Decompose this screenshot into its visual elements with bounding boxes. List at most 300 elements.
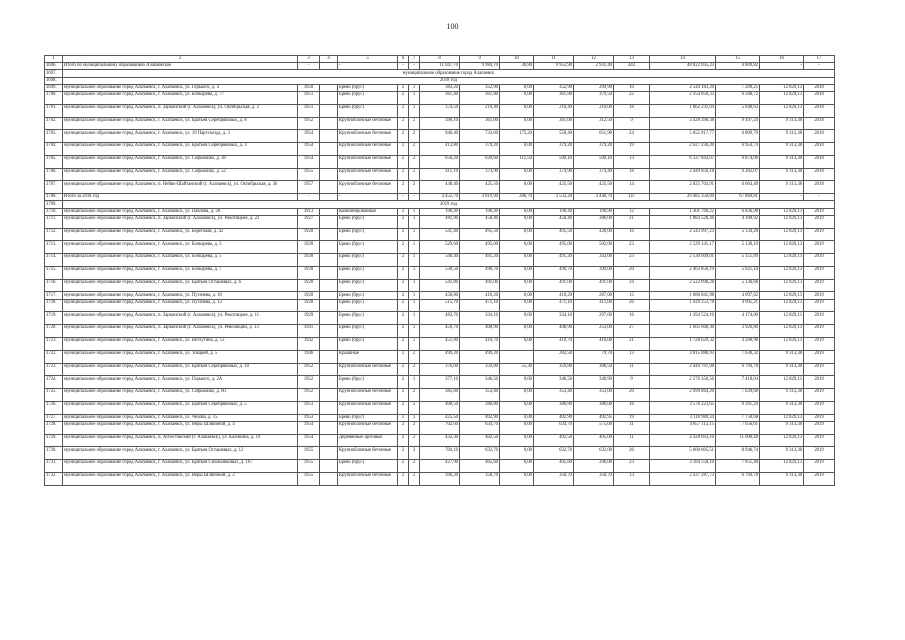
- premises-area: 9 984,70: [460, 63, 500, 70]
- total-area: 383,20: [420, 84, 460, 91]
- cost-per-sqm: 67 869,81: [716, 194, 760, 201]
- cost-per-sqm: 7 638,32: [716, 350, 760, 363]
- year-reconstructed: [320, 208, 338, 215]
- total-area: 540,40: [420, 254, 460, 267]
- entrances: 2: [409, 389, 420, 402]
- floors: 2: [398, 266, 409, 279]
- plan-year: 2019: [804, 299, 835, 312]
- year-built: 1951: [298, 104, 320, 117]
- wall-material: Брево (брус): [338, 215, 398, 228]
- residents-area: 353,00: [574, 389, 614, 402]
- entrances: 1: [409, 266, 420, 279]
- municipal-area: 0,00: [500, 143, 534, 156]
- plan-year: 2019: [804, 266, 835, 279]
- column-number: 9: [460, 56, 500, 63]
- row-number: 3728.: [45, 421, 63, 434]
- residents-count: 443: [614, 63, 650, 70]
- row-number: 3720.: [45, 325, 63, 338]
- plan-year: 2019: [804, 389, 835, 402]
- year-built: 1928: [298, 279, 320, 292]
- year-reconstructed: [320, 215, 338, 228]
- plan-year: 2019: [804, 215, 835, 228]
- residents-area: 405,00: [574, 434, 614, 447]
- column-number: 17: [804, 56, 835, 63]
- year-reconstructed: [320, 401, 338, 414]
- municipal-area: 0,00: [500, 312, 534, 325]
- entrances: -: [409, 63, 420, 70]
- year-built: 1928: [298, 228, 320, 241]
- repair-cost: 3 428 390,38: [650, 117, 716, 130]
- municipal-area: 0,00: [500, 460, 534, 473]
- table-row: [45, 70, 835, 77]
- residents-area: 2 931,40: [574, 63, 614, 70]
- year-reconstructed: [320, 312, 338, 325]
- year-built: -: [298, 63, 320, 70]
- address: муниципальное образование город Алапаевск, г. Алапаевск, ул. Бочкарева, д. 77: [63, 91, 298, 104]
- plan-year: 2019: [804, 292, 835, 299]
- table-row: [45, 104, 835, 117]
- repair-cost: 2 522 098,28: [650, 279, 716, 292]
- plan-year: 2018: [804, 181, 835, 194]
- plan-year: 2019: [804, 460, 835, 473]
- other-area: 361,00: [534, 117, 574, 130]
- entrances: 1: [409, 337, 420, 350]
- other-area: 374,90: [534, 168, 574, 181]
- year-reconstructed: [320, 254, 338, 267]
- year-reconstructed: [320, 421, 338, 434]
- residents-count: 24: [614, 279, 650, 292]
- cost-per-sqm: 6 794,78: [716, 363, 760, 376]
- floors: 2: [398, 325, 409, 338]
- plan-year: -: [804, 63, 835, 70]
- total-area: 940,40: [420, 130, 460, 143]
- entrances: 1: [409, 91, 420, 104]
- floors: 2: [398, 155, 409, 168]
- cost-per-sqm: 9 874,06: [716, 155, 760, 168]
- floors: 2: [398, 414, 409, 421]
- residents-count: 13: [614, 472, 650, 485]
- address: муниципальное образование город Алапаевск, г. Алапаевск, ул. Братьев Серебряковых, д. 10: [63, 363, 298, 376]
- table-row: [45, 292, 835, 299]
- floors: 2: [398, 241, 409, 254]
- row-number: 3713.: [45, 241, 63, 254]
- residents-count: 16: [614, 228, 650, 241]
- total-area: 413,80: [420, 143, 460, 156]
- municipal-area: 0,00: [500, 292, 534, 299]
- row-number: 3725.: [45, 389, 63, 402]
- table-row: [45, 434, 835, 447]
- table-row: [45, 266, 835, 279]
- premises-area: 361,80: [460, 91, 500, 104]
- residents-area: 491,00: [574, 279, 614, 292]
- plan-year: 2019: [804, 279, 835, 292]
- residents-area: 297,00: [574, 312, 614, 325]
- cost-per-sqm: 4 809,82: [716, 63, 760, 70]
- row-number: 3722.: [45, 350, 63, 363]
- year-built: 1928: [298, 292, 320, 299]
- residents-count: 20: [614, 389, 650, 402]
- max-cost-per-sqm: 12 829,13: [760, 208, 804, 215]
- total-area: 483,70: [420, 312, 460, 325]
- max-cost-per-sqm: 9 313,38: [760, 389, 804, 402]
- cost-per-sqm: 8 946,74: [716, 447, 760, 460]
- row-number: 3702.: [45, 117, 63, 130]
- plan-year: 2019: [804, 414, 835, 421]
- entrances: 2: [409, 472, 420, 485]
- wall-material: Крышные: [338, 350, 398, 363]
- premises-area: 410,70: [460, 337, 500, 350]
- municipal-area: 0,00: [500, 325, 534, 338]
- row-number: 3716.: [45, 279, 63, 292]
- other-area: 334,10: [534, 312, 574, 325]
- cost-per-sqm: 6 794,78: [716, 472, 760, 485]
- repair-cost: 1 728 629,32: [650, 337, 716, 350]
- year-reconstructed: [320, 91, 338, 104]
- year-reconstructed: [320, 168, 338, 181]
- table-row: [45, 194, 835, 201]
- other-area: 634,70: [534, 421, 574, 434]
- floors: 2: [398, 434, 409, 447]
- table-row: [45, 312, 835, 325]
- address: муниципальное образование город Алапаевск, г. Алапаевск, ул. Братьев Серебряковых, д. 5: [63, 401, 298, 414]
- other-area: 402,50: [534, 434, 574, 447]
- total-area: 377,10: [420, 376, 460, 389]
- table-row: [45, 460, 835, 473]
- max-cost-per-sqm: 12 829,13: [760, 279, 804, 292]
- address: муниципальное образование город Алапаевск, г. Алапаевск, ул. Братьев Осташевых, д. 6: [63, 279, 298, 292]
- repair-cost: 1 394 524,10: [650, 312, 716, 325]
- cost-per-sqm: 4 097,62: [716, 292, 760, 299]
- row-number: 3717.: [45, 292, 63, 299]
- cost-per-sqm: 6 954,74: [716, 143, 760, 156]
- table-row: [45, 401, 835, 414]
- max-cost-per-sqm: 9 313,38: [760, 401, 804, 414]
- floors: 2: [398, 447, 409, 460]
- year-built: 1941: [298, 325, 320, 338]
- column-number: 3: [298, 56, 320, 63]
- year-built: 1953: [298, 414, 320, 421]
- year-built: 1953: [298, 401, 320, 414]
- other-area: 380,80: [534, 401, 574, 414]
- cost-per-sqm: 7 639,68: [716, 389, 760, 402]
- repair-cost: 2 437 287,73: [650, 472, 716, 485]
- year-built: 1954: [298, 421, 320, 434]
- cost-per-sqm: 4 208,98: [716, 337, 760, 350]
- wall-material: Брево (брус): [338, 241, 398, 254]
- wall-material: Брево (брус): [338, 414, 398, 421]
- section-heading: 2019 год: [63, 201, 835, 208]
- row-number: 3718.: [45, 299, 63, 312]
- plan-year: 2019: [804, 447, 835, 460]
- address: муниципальное образование город Алапаевск, г. Алапаевск, ул. Веры Шляпиной, д. 4: [63, 421, 298, 434]
- municipal-area: 0,00: [500, 228, 534, 241]
- municipal-area: 0,00: [500, 208, 534, 215]
- max-cost-per-sqm: 12 829,13: [760, 434, 804, 447]
- residents-area: 374,40: [574, 168, 614, 181]
- floors: 2: [398, 299, 409, 312]
- cost-per-sqm: 6 809,79: [716, 130, 760, 143]
- table-row: [45, 254, 835, 267]
- premises-area: 346,50: [460, 376, 500, 389]
- repair-cost: 3 118 989,34: [650, 414, 716, 421]
- municipal-area: 30,80: [500, 63, 534, 70]
- wall-material: Крупноблочные бетонные: [338, 389, 398, 402]
- floors: 2: [398, 472, 409, 485]
- total-area: 427,90: [420, 460, 460, 473]
- municipal-area: 0,00: [500, 117, 534, 130]
- year-built: 1950: [298, 84, 320, 91]
- year-built: 1928: [298, 254, 320, 267]
- plan-year: 2019: [804, 337, 835, 350]
- residents-area: 3 440,70: [574, 194, 614, 201]
- residents-area: 287,00: [574, 292, 614, 299]
- row-number: 3705.: [45, 155, 63, 168]
- cost-per-sqm: 7 656,61: [716, 421, 760, 434]
- address: муниципальное образование город Алапаевск, г. Алапаевск, ул. Софьюшко, д. 38: [63, 155, 298, 168]
- residents-area: 651,90: [574, 130, 614, 143]
- row-number: 3732.: [45, 472, 63, 485]
- total-area: 396,20: [420, 472, 460, 485]
- residents-area: 380,00: [574, 401, 614, 414]
- floors: 2: [398, 363, 409, 376]
- cost-per-sqm: 7 851,40: [716, 460, 760, 473]
- municipal-area: 0,00: [500, 389, 534, 402]
- year-reconstructed: [320, 84, 338, 91]
- cost-per-sqm: 9 497,24: [716, 117, 760, 130]
- plan-year: 2019: [804, 434, 835, 447]
- plan-year: 2018: [804, 168, 835, 181]
- total-area: 390,10: [420, 117, 460, 130]
- plan-year: 2018: [804, 84, 835, 91]
- total-area: 499,20: [420, 350, 460, 363]
- other-area: 402,90: [534, 414, 574, 421]
- residents-area: 343,00: [574, 254, 614, 267]
- address: муниципальное образование город Алапаевск, п. Заркинский (г. Алапаевск), ул. Октябрьская, д. 2: [63, 104, 298, 117]
- max-cost-per-sqm: 12 829,13: [760, 241, 804, 254]
- wall-material: Крупноблочные бетонные: [338, 130, 398, 143]
- year-reconstructed: [320, 376, 338, 389]
- residents-count: 13: [614, 155, 650, 168]
- year-built: 1955: [298, 472, 320, 485]
- residents-area: 210,00: [574, 104, 614, 117]
- address: муниципальное образование город Алапаевск, г. Алапаевск, ул. Токарей, д. 5: [63, 350, 298, 363]
- floors: 2: [398, 208, 409, 215]
- entrances: 2: [409, 181, 420, 194]
- column-number: 6: [398, 56, 409, 63]
- address: муниципальное образование город Алапаевск, п. Асбестовский (г. Алапаевск), ул. Калинина, д. 19: [63, 434, 298, 447]
- table-row: [45, 215, 835, 228]
- address: Итого по муниципальному образованию Алапаевское: [63, 63, 298, 70]
- premises-area: 405,60: [460, 460, 500, 473]
- year-built: 1952: [298, 376, 320, 389]
- entrances: 2: [409, 401, 420, 414]
- max-cost-per-sqm: 12 829,13: [760, 254, 804, 267]
- table-row: [45, 472, 835, 485]
- year-built: 1954: [298, 434, 320, 447]
- total-area: 530,50: [420, 266, 460, 279]
- address: Итого за 2018 год: [63, 194, 298, 201]
- floors: 2: [398, 228, 409, 241]
- column-number: 1: [45, 56, 63, 63]
- year-reconstructed: [320, 104, 338, 117]
- row-number: 3709.: [45, 201, 63, 208]
- residents-count: 31: [614, 421, 650, 434]
- repair-cost: 2 627 236,20: [650, 143, 716, 156]
- repair-cost: 2 530 609,01: [650, 254, 716, 267]
- residents-area: 575,00: [574, 421, 614, 434]
- row-number: 3726.: [45, 401, 63, 414]
- other-area: 282,50: [534, 350, 574, 363]
- plan-year: 2019: [804, 325, 835, 338]
- repair-cost: 2 463 858,19: [650, 266, 716, 279]
- total-area: 411,10: [420, 168, 460, 181]
- table-row: [45, 181, 835, 194]
- residents-count: 11: [614, 434, 650, 447]
- year-built: -: [298, 194, 320, 201]
- repair-cost: 2 825 703,91: [650, 181, 716, 194]
- entrances: 1: [409, 312, 420, 325]
- floors: 2: [398, 215, 409, 228]
- year-built: 1946: [298, 350, 320, 363]
- premises-area: 3 819,90: [460, 194, 500, 201]
- total-area: 515,70: [420, 299, 460, 312]
- premises-area: 634,70: [460, 421, 500, 434]
- other-area: 353,40: [534, 389, 574, 402]
- address: муниципальное образование город Алапаевск, г. Алапаевск, ул. 19 Партсъезда, д. 3: [63, 130, 298, 143]
- residents-area: 430,00: [574, 228, 614, 241]
- max-cost-per-sqm: 12 829,13: [760, 312, 804, 325]
- plan-year: 2019: [804, 228, 835, 241]
- address: муниципальное образование город Алапаевск, г. Алапаевск, ул. Братьев Серебряковых, д. 8: [63, 117, 298, 130]
- cost-per-sqm: 5 021,10: [716, 266, 760, 279]
- other-area: 346,50: [534, 376, 574, 389]
- address: муниципальное образование город Алапаевск, г. Алапаевск, ул. Павлова, д. 20: [63, 208, 298, 215]
- entrances: 1: [409, 208, 420, 215]
- municipal-area: 0,00: [500, 168, 534, 181]
- total-area: 702,60: [420, 421, 460, 434]
- entrances: -: [409, 194, 420, 201]
- total-area: 458,80: [420, 292, 460, 299]
- max-cost-per-sqm: 12 829,13: [760, 376, 804, 389]
- wall-material: Брево (брус): [338, 254, 398, 267]
- floors: 2: [398, 292, 409, 299]
- year-built: 1928: [298, 241, 320, 254]
- municipal-area: 0,00: [500, 401, 534, 414]
- entrances: 1: [409, 299, 420, 312]
- max-cost-per-sqm: 9 313,38: [760, 143, 804, 156]
- residents-area: 502,00: [574, 241, 614, 254]
- plan-year: 2019: [804, 376, 835, 389]
- table-row: [45, 414, 835, 421]
- premises-area: 334,10: [460, 312, 500, 325]
- municipal-area: 0,00: [500, 181, 534, 194]
- year-reconstructed: [320, 414, 338, 421]
- cost-per-sqm: 6 508,72: [716, 91, 760, 104]
- residents-count: 18: [614, 104, 650, 117]
- year-reconstructed: [320, 447, 338, 460]
- row-number: 3727.: [45, 414, 63, 421]
- plan-year: 2018: [804, 130, 835, 143]
- table-row: [45, 228, 835, 241]
- max-cost-per-sqm: 9 313,38: [760, 363, 804, 376]
- other-area: 425,50: [534, 181, 574, 194]
- table-row: [45, 130, 835, 143]
- floors: 2: [398, 460, 409, 473]
- residents-area: 425,50: [574, 181, 614, 194]
- cost-per-sqm: 7 418,04: [716, 376, 760, 389]
- other-area: 495,50: [534, 228, 574, 241]
- floors: 2: [398, 84, 409, 91]
- premises-area: 210,40: [460, 104, 500, 117]
- residents-area: 632,00: [574, 447, 614, 460]
- cost-per-sqm: 4 095,21: [716, 299, 760, 312]
- wall-material: Комбинированные: [338, 208, 398, 215]
- other-area: 491,00: [534, 279, 574, 292]
- max-cost-per-sqm: 9 313,38: [760, 447, 804, 460]
- total-area: 425,50: [420, 414, 460, 421]
- row-number: 3698.: [45, 77, 63, 84]
- year-built: 1951: [298, 91, 320, 104]
- wall-material: Брево (брус): [338, 325, 398, 338]
- municipal-area: 0,00: [500, 414, 534, 421]
- max-cost-per-sqm: 12 829,13: [760, 104, 804, 117]
- wall-material: Крупноблочные бетонные: [338, 155, 398, 168]
- year-reconstructed: [320, 460, 338, 473]
- year-reconstructed: [320, 472, 338, 485]
- municipal-area: 0,00: [500, 472, 534, 485]
- plan-year: 2019: [804, 401, 835, 414]
- premises-area: 353,40: [460, 389, 500, 402]
- entrances: 1: [409, 215, 420, 228]
- year-reconstructed: [320, 299, 338, 312]
- premises-area: 471,10: [460, 299, 500, 312]
- column-number: 2: [63, 56, 298, 63]
- repair-cost: 1 929 253,78: [650, 299, 716, 312]
- year-reconstructed: [320, 434, 338, 447]
- repair-cost: 1 883 528,46: [650, 215, 716, 228]
- residents-count: 26: [614, 299, 650, 312]
- repair-cost: 29 485 350,69: [650, 194, 716, 201]
- total-area: 408,50: [420, 401, 460, 414]
- premises-area: 495,50: [460, 228, 500, 241]
- column-number: 5: [338, 56, 398, 63]
- floors: 2: [398, 117, 409, 130]
- address: муниципальное образование город Алапаевск, г. Алапаевск, ул. Пугачева, д. 12: [63, 299, 298, 312]
- year-built: 1954: [298, 155, 320, 168]
- floors: 2: [398, 312, 409, 325]
- entrances: 1: [409, 228, 420, 241]
- max-cost-per-sqm: 9 313,38: [760, 181, 804, 194]
- table-row: [45, 241, 835, 254]
- cost-per-sqm: 7 758,68: [716, 414, 760, 421]
- address: муниципальное образование город Алапаевск, г. Алапаевск, ул. Софьюшко, д. 52: [63, 168, 298, 181]
- wall-material: Крупноблочные бетонные: [338, 363, 398, 376]
- address: муниципальное образование город Алапаевск, г. Алапаевск, ул. Братьев Смольниковых, д. 167: [63, 460, 298, 473]
- entrances: 1: [409, 292, 420, 299]
- residents-count: 22: [614, 91, 650, 104]
- max-cost-per-sqm: 12 829,13: [760, 299, 804, 312]
- total-area: 481,90: [420, 215, 460, 228]
- residents-area: 402,95: [574, 414, 614, 421]
- premises-area: 733,60: [460, 130, 500, 143]
- year-reconstructed: [320, 194, 338, 201]
- column-number: 13: [614, 56, 650, 63]
- plan-year: -: [804, 194, 835, 201]
- address: муниципальное образование город Алапаевск, г. Алапаевск, ул. Веры Шляпиной, д. 2: [63, 472, 298, 485]
- floors: 2: [398, 104, 409, 117]
- residents-count: 23: [614, 254, 650, 267]
- address: муниципальное образование город Алапаевск, г. Алапаевск, ул. Братьев Осташевых, д. 12: [63, 447, 298, 460]
